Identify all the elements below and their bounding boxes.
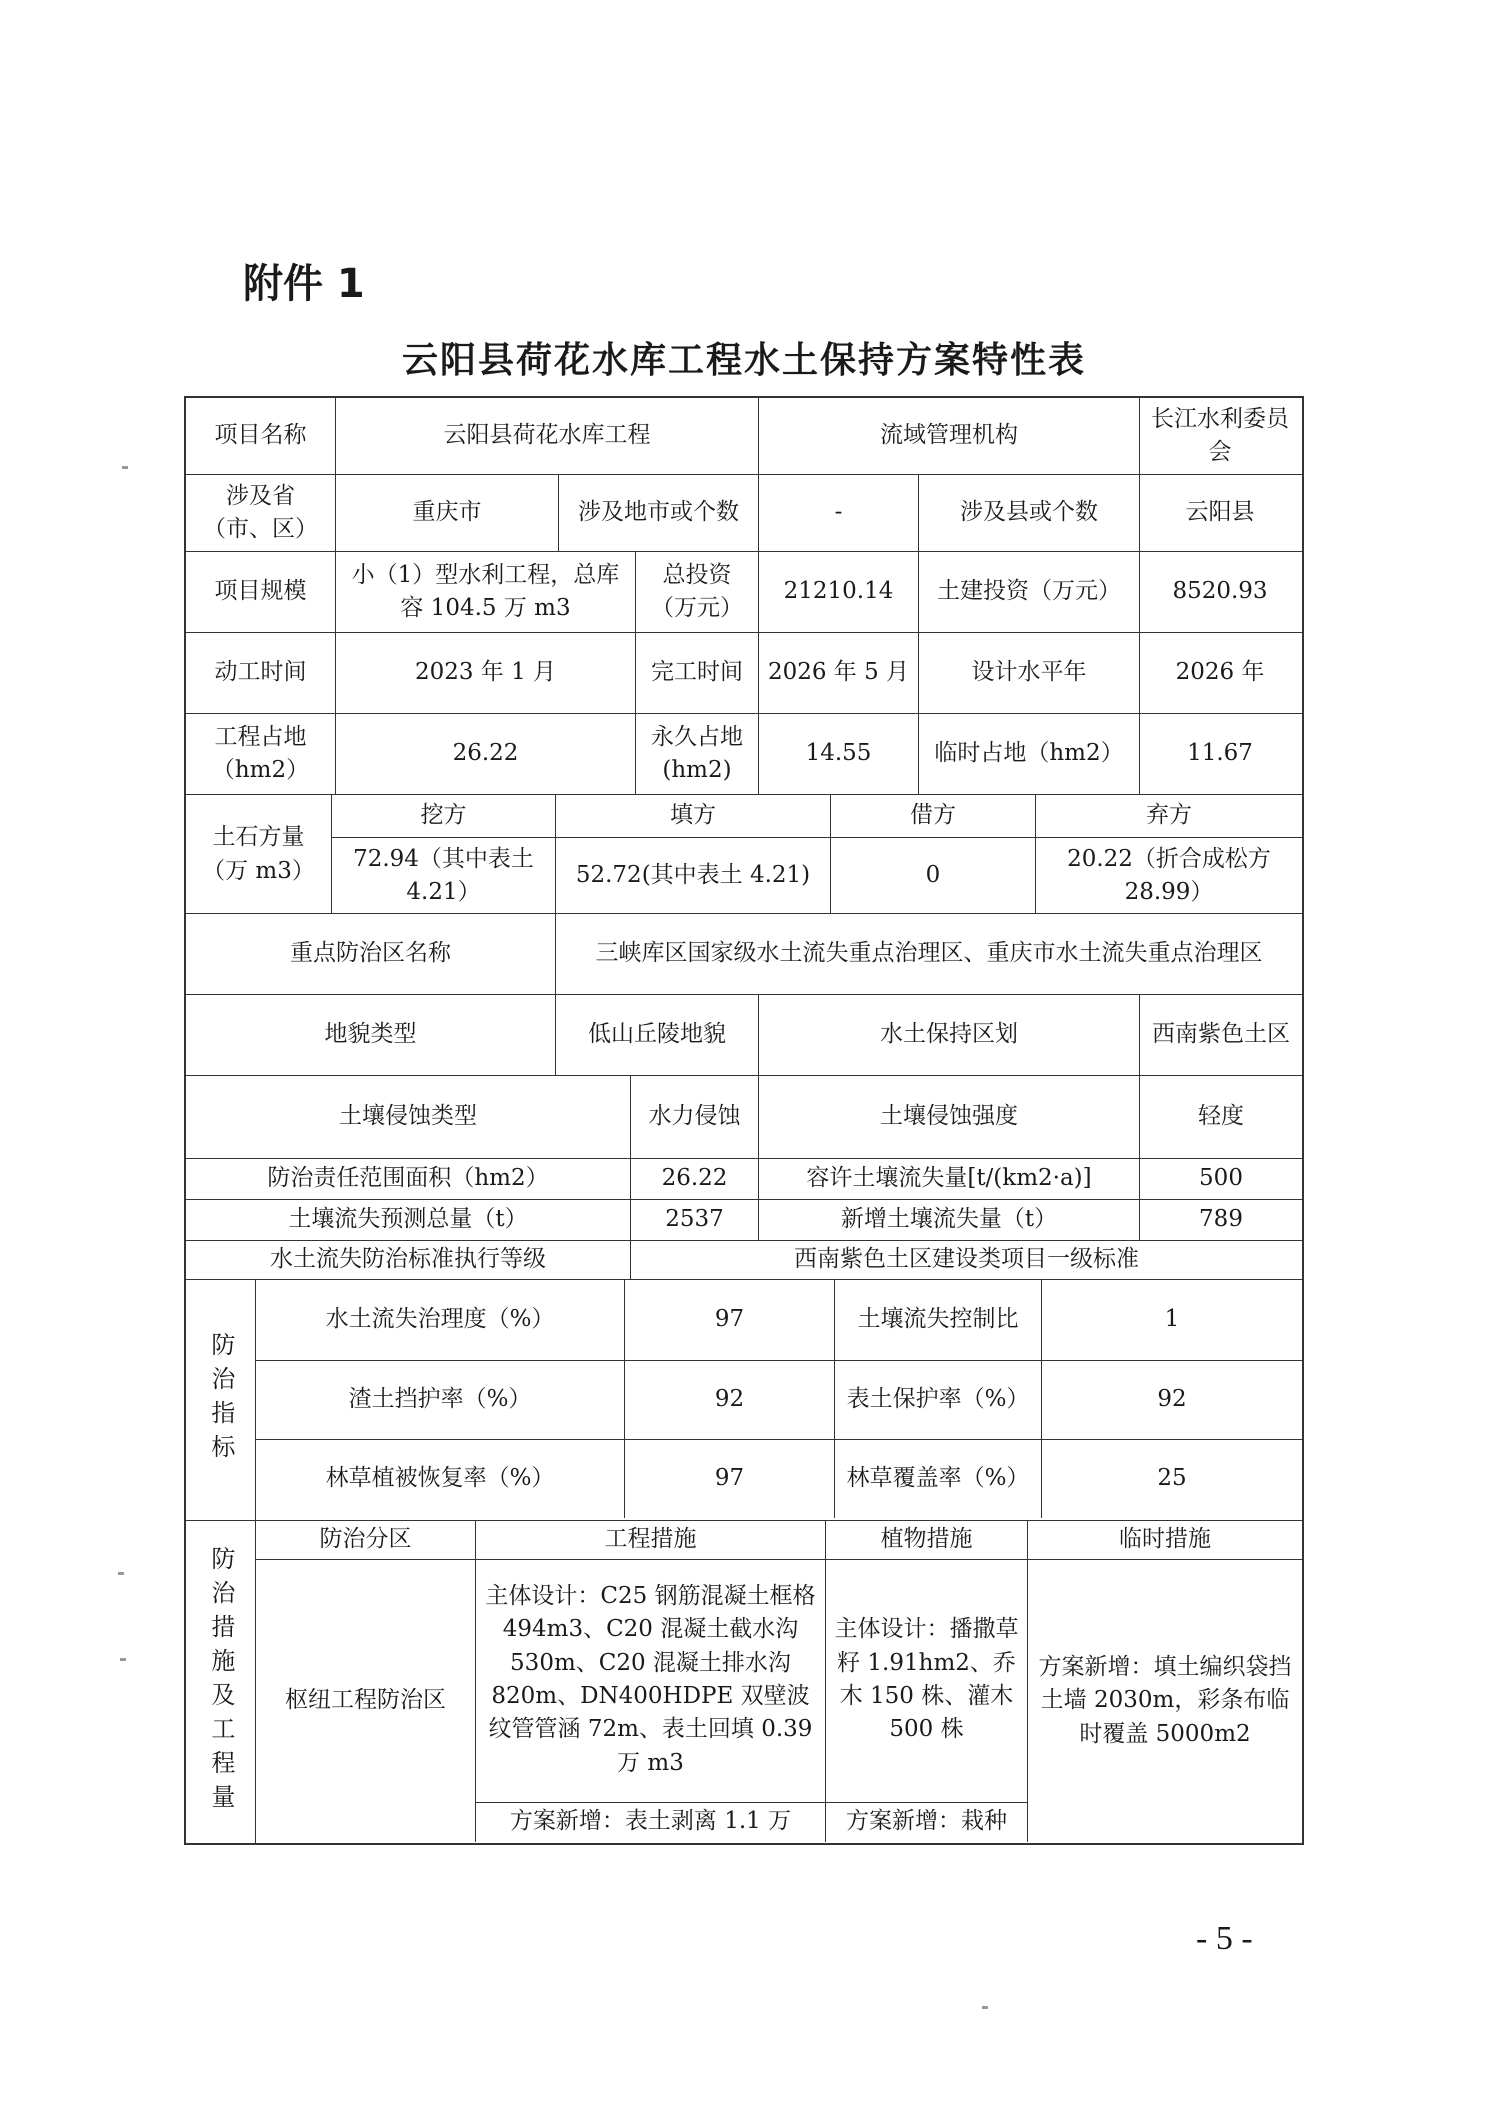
indicator-value: 1 — [1164, 1306, 1180, 1333]
value-land-use: 26.22 — [336, 714, 636, 794]
label-temporary-land: 临时占地（hm2） — [919, 714, 1140, 794]
value-landform: 低山丘陵地貌 — [556, 995, 759, 1075]
document-title: 云阳县荷花水库工程水土保持方案特性表 — [401, 340, 1086, 381]
engineering-cell — [476, 1560, 826, 1842]
indicator-row — [256, 1439, 1302, 1518]
label-predicted-loss: 土壤流失预测总量（t） — [186, 1200, 631, 1240]
plant-cell — [826, 1560, 1028, 1842]
row-provinces — [186, 475, 1302, 552]
value-temporary: 方案新增：填土编织袋挡土墙 2030m，彩条布临时覆盖 5000m2 — [1038, 1653, 1292, 1747]
label-responsibility-area: 防治责任范围面积（hm2） — [186, 1159, 631, 1199]
indicator-value: 25 — [1157, 1465, 1187, 1492]
value-spoil: 20.22（折合成松方 28.99） — [1067, 845, 1271, 905]
value-start-time: 2023 年 1 月 — [336, 633, 636, 713]
value-borrow: 0 — [831, 838, 1036, 914]
row-schedule — [186, 633, 1302, 714]
earthwork-header-row — [332, 795, 1302, 837]
indicator-label: 表土保护率（%） — [835, 1361, 1042, 1439]
label-permanent-land: 永久占地(hm2) — [636, 714, 759, 794]
plant-new: 方案新增：栽种 — [826, 1802, 1027, 1840]
label-province: 涉及省（市、区） — [186, 475, 336, 551]
indicator-value: 97 — [625, 1440, 835, 1518]
header-excavation: 挖方 — [332, 795, 556, 837]
row-erosion — [186, 1076, 1302, 1159]
value-scale: 小（1）型水利工程，总库容 104.5 万 m3 — [336, 552, 636, 632]
indicator-row — [256, 1360, 1302, 1439]
row-land-use — [186, 714, 1302, 795]
value-predicted-loss: 2537 — [631, 1200, 759, 1240]
row-landform — [186, 995, 1302, 1076]
value-soil-conservation-zoning: 西南紫色土区 — [1152, 1021, 1290, 1048]
label-new-loss: 新增土壤流失量（t） — [759, 1200, 1140, 1240]
value-erosion-intensity: 轻度 — [1198, 1103, 1244, 1130]
value-design-year: 2026 年 — [1175, 659, 1265, 686]
indicator-value: 97 — [625, 1280, 835, 1360]
plant-main: 主体设计：播撒草籽 1.91hm2、乔木 150 株、灌木 500 株 — [834, 1616, 1019, 1743]
scan-speck — [982, 2006, 988, 2009]
indicator-row — [256, 1280, 1302, 1360]
row-scale — [186, 552, 1302, 633]
label-earthwork: 土石方量（万 m3） — [186, 795, 332, 914]
label-erosion-type: 土壤侵蚀类型 — [186, 1076, 631, 1158]
value-responsibility-area: 26.22 — [631, 1159, 759, 1199]
label-standard-grade: 水土流失防治标准执行等级 — [186, 1241, 631, 1279]
attachment-label: 附件 1 — [243, 261, 365, 307]
label-landform: 地貌类型 — [186, 995, 556, 1075]
header-engineering: 工程措施 — [476, 1521, 826, 1559]
value-standard-grade: 西南紫色土区建设类项目一级标准 — [794, 1246, 1139, 1273]
row-responsibility-area — [186, 1159, 1302, 1200]
indicator-label: 林草覆盖率（%） — [835, 1440, 1042, 1518]
value-province: 重庆市 — [336, 475, 559, 551]
page-number: - 5 - — [1196, 1920, 1253, 1957]
label-key-zone: 重点防治区名称 — [186, 914, 556, 994]
label-design-year: 设计水平年 — [919, 633, 1140, 713]
value-temporary-land: 11.67 — [1187, 740, 1253, 767]
value-fill: 52.72(其中表土 4.21) — [556, 838, 831, 914]
header-borrow: 借方 — [831, 795, 1036, 837]
value-basin-authority: 长江水利委员会 — [1151, 405, 1289, 465]
row-earthwork — [186, 795, 1302, 914]
row-standard-grade — [186, 1241, 1302, 1280]
value-total-investment: 21210.14 — [759, 552, 919, 632]
header-fill: 填方 — [556, 795, 831, 837]
indicator-label: 渣土挡护率（%） — [256, 1361, 625, 1439]
indicator-label: 林草植被恢复率（%） — [256, 1440, 625, 1518]
value-key-zone: 三峡库区国家级水土流失重点治理区、重庆市水土流失重点治理区 — [595, 940, 1263, 967]
indicators-detail — [256, 1280, 1302, 1520]
value-zone: 枢纽工程防治区 — [256, 1560, 476, 1842]
value-permanent-land: 14.55 — [759, 714, 919, 794]
value-project-name: 云阳县荷花水库工程 — [336, 398, 759, 474]
value-city: - — [759, 475, 919, 551]
earthwork-value-row — [332, 837, 1302, 914]
value-new-loss: 789 — [1199, 1206, 1243, 1233]
label-soil-conservation-zoning: 水土保持区划 — [759, 995, 1140, 1075]
label-county: 涉及县或个数 — [919, 475, 1140, 551]
row-predicted-loss — [186, 1200, 1302, 1241]
header-zone: 防治分区 — [256, 1521, 476, 1559]
value-erosion-type: 水力侵蚀 — [631, 1076, 759, 1158]
indicator-value: 92 — [625, 1361, 835, 1439]
earthwork-detail — [332, 795, 1302, 914]
indicator-label: 水土流失治理度（%） — [256, 1280, 625, 1360]
label-erosion-intensity: 土壤侵蚀强度 — [759, 1076, 1140, 1158]
row-key-zone — [186, 914, 1302, 995]
scan-speck — [122, 466, 128, 469]
header-plant: 植物措施 — [826, 1521, 1028, 1559]
indicators-block — [186, 1280, 1302, 1521]
measures-body-row — [256, 1559, 1302, 1842]
value-allowable-loss: 500 — [1199, 1165, 1243, 1192]
label-basin-authority: 流域管理机构 — [759, 398, 1140, 474]
label-finish-time: 完工时间 — [636, 633, 759, 713]
label-indicators: 防治指标 — [186, 1280, 256, 1520]
header-temporary: 临时措施 — [1119, 1526, 1211, 1553]
indicator-label: 土壤流失控制比 — [835, 1280, 1042, 1360]
label-start-time: 动工时间 — [186, 633, 336, 713]
label-total-investment: 总投资（万元） — [636, 552, 759, 632]
label-civil-investment: 土建投资（万元） — [919, 552, 1140, 632]
label-measures: 防治措施及工程量 — [186, 1521, 256, 1843]
label-land-use: 工程占地（hm2） — [186, 714, 336, 794]
engineering-new: 方案新增：表土剥离 1.1 万 — [476, 1802, 825, 1840]
characteristics-table — [184, 396, 1304, 1845]
indicator-value: 92 — [1157, 1386, 1187, 1413]
measures-detail — [256, 1521, 1302, 1843]
measures-header-row — [256, 1521, 1302, 1559]
value-county: 云阳县 — [1185, 499, 1255, 526]
row-project-name — [186, 398, 1302, 475]
scan-speck — [118, 1572, 124, 1575]
value-excavation: 72.94（其中表土 4.21） — [332, 838, 556, 914]
label-scale: 项目规模 — [186, 552, 336, 632]
engineering-main: 主体设计：C25 钢筋混凝土框格 494m3、C20 混凝土截水沟 530m、C20 混凝土排水沟 820m、DN400HDPE 双壁波纹管管涵 72m、表土回填 0.39 万 m3 — [485, 1582, 816, 1776]
value-finish-time: 2026 年 5 月 — [759, 633, 919, 713]
label-city: 涉及地市或个数 — [559, 475, 759, 551]
header-spoil: 弃方 — [1146, 802, 1192, 829]
measures-block — [186, 1521, 1302, 1843]
label-allowable-loss: 容许土壤流失量[t/(km2·a)] — [759, 1159, 1140, 1199]
label-project-name: 项目名称 — [186, 398, 336, 474]
value-civil-investment: 8520.93 — [1172, 578, 1268, 605]
scan-speck — [120, 1658, 126, 1661]
